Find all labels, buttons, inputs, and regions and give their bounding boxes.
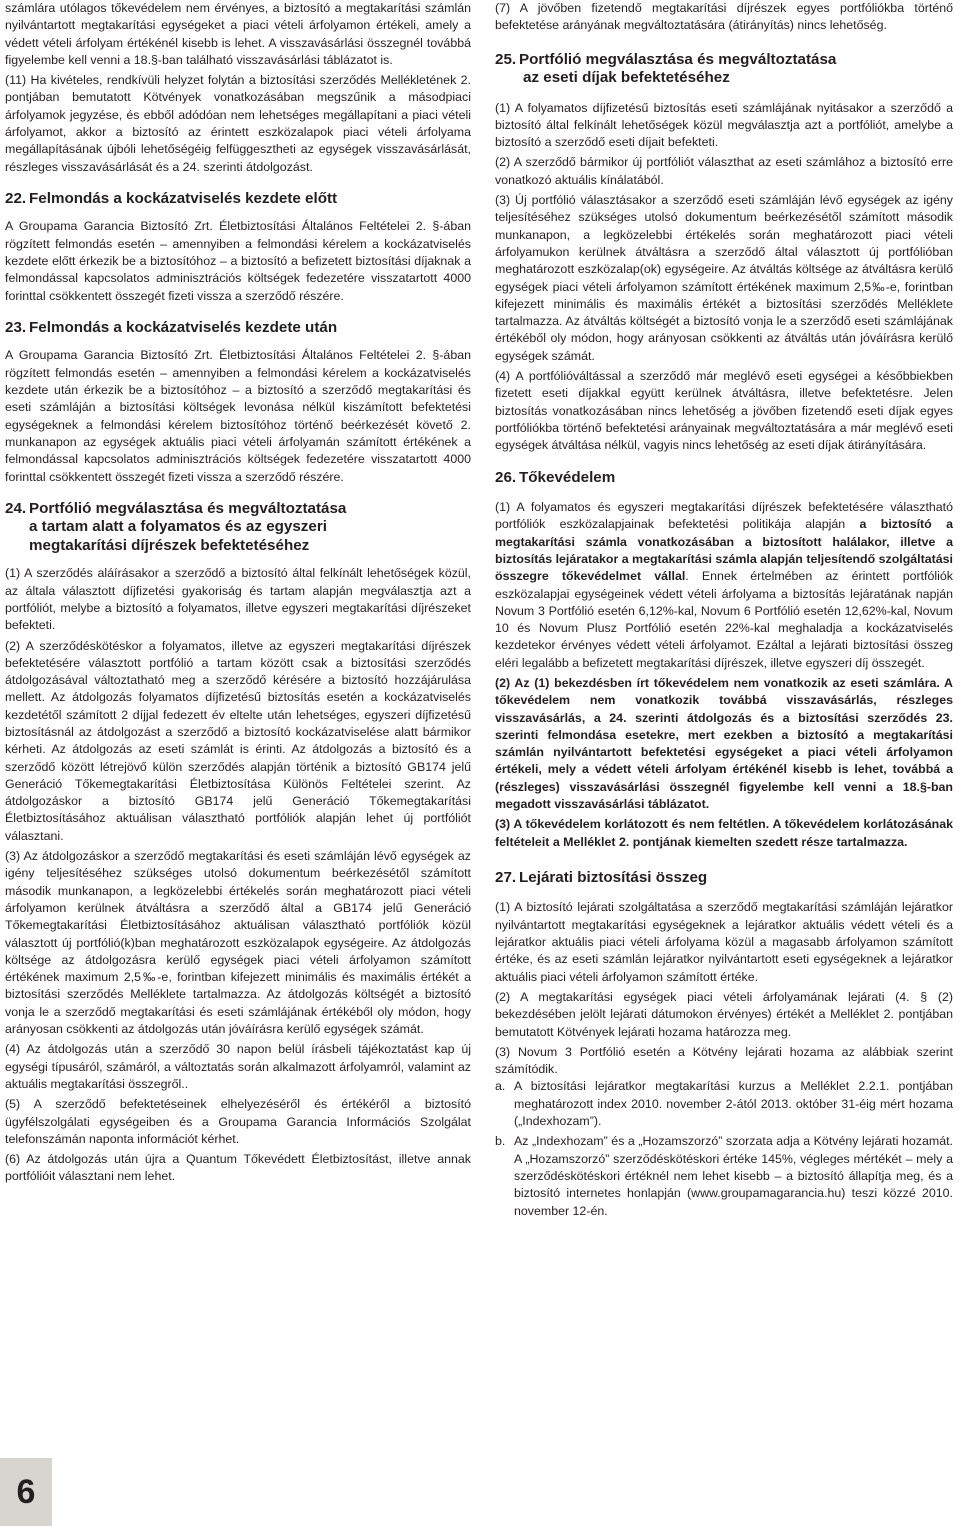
list-marker: a. <box>495 1079 506 1094</box>
heading-22-number: 22. <box>5 189 27 207</box>
heading-27-title: Lejárati biztosítási összeg <box>519 868 708 886</box>
paragraph-27-1: (1) A biztosító lejárati szolgáltatása a szerződő megtakarítási számláján lejáratkor nyilvántartott megtakarítási egységeknek a lejáratkor aktuális védett vételi és a lejáratkor aktuális piaci vételi árfolyama közül a magasabb árfolyamon számított értéke, és az eseti számlán lejáratkor nyilvántartott eseti egységeknek a lejáratkor aktuális piaci vételi árfolyamon számított értéke. <box>495 900 953 984</box>
heading-26-number: 26. <box>495 468 517 486</box>
heading-27 <box>495 869 953 888</box>
heading-23-number: 23. <box>5 318 27 336</box>
left-column <box>5 0 471 1186</box>
paragraph-26-1-bold: a biztosító a megtakarítási számla vonatkozásában a biztosított halálakor, illetve a biztosítás lejáratakor a megtakarítási számla alapján teljesítendő szolgáltatási összegre tőkevédelmet vállal <box>495 517 953 584</box>
paragraph-26-3: (3) A tőkevédelem korlátozott és nem feltétlen. A tőkevédelem korlátozásának feltételeit a Melléklet 2. pontjának kiemelten szedett része tartalmazza. <box>495 817 953 849</box>
heading-25-line-2: az eseti díjak befektetéséhez <box>523 69 730 87</box>
heading-27-number: 27. <box>495 868 517 886</box>
heading-24-line-1: Portfólió megválasztása és megváltoztatása <box>29 499 347 517</box>
paragraph-24-1: (1) A szerződés aláírásakor a szerződő a biztosító által felkínált lehetőségek közül, az általa választott díjfizetési gyakoriság és tartam alapján megválasztja azt a portfóliót, melybe a biztosító a folyamatos, illetve egyszeri megtakarítási díjrészeket befekteti. <box>5 566 471 633</box>
paragraph-intro: számlára utólagos tőkevédelem nem érvényes, a biztosító a megtakarítási számlán nyilvántartott megtakarítási egységeket a piaci vételi árfolyamon értékeli, amely a védett vételi árfolyam értékénél kisebb is lehet. A visszavásárlási összegnél továbbá figyelembe kell venni a 18.§-ban található visszavásárlási táblázatot is. <box>5 1 471 67</box>
paragraph-24-3: (3) Az átdolgozáskor a szerződő megtakarítási és eseti számláján lévő egységek az igény teljesítéséhez szükséges utolsó dokumentum beérkezésétől számított második munkanapon, a legközelebbi értékelés során meghatározott piaci vételi árfolyamon kerülnek átváltásra a szerződő által a GB174 jelű Generáció Tőkemegtakarítási Életbiztosításához aktuálisan választható portfóliók közül választott új portfólió(k)ban meghatározott eszközalapok egységeire. Az átdolgozás költsége az átdolgozásra kerülő egységek piaci vételi árfolyamon számított értékének maximum 2,5‰-e, forintban kifejezett minimális és maximális értékét a biztosítási szerződés Melléklete tartalmazza. Az átdolgozás költségét a biztosító vonja le a szerződő megtakarítási és eseti számlájának értékéből oly módon, hogy arányosan csökkenti az átdolgozás után jóváírásra kerülő egységek számát. <box>5 849 471 1037</box>
paragraph-24-4: (4) Az átdolgozás után a szerződő 30 napon belül írásbeli tájékoztatást kap új egységi típusáról, számáról, a változtatás során alkalmazott árfolyamról, valamint az aktuális megtakarítási összegről.. <box>5 1042 471 1091</box>
page-number: 6 <box>0 1458 52 1526</box>
heading-25-line-1: Portfólió megválasztása és megváltoztatása <box>519 50 837 68</box>
right-column <box>495 0 953 1220</box>
list-item-text: A biztosítási lejáratkor megtakarítási kurzus a Melléklet 2.2.1. pontjában meghatározott index 2010. november 2-ától 2013. október 31-éig mért hozama („Indexhozam”). <box>514 1079 953 1129</box>
paragraph-27-2: (2) A megtakarítási egységek piaci vételi árfolyamának lejárati (4. § (2) bekezdésében jelölt lejárati dátumokon érvényes) értékét a Melléklet 2. pontjában bemutatott Kötvények lejárati hozama határozza meg. <box>495 989 953 1039</box>
paragraph-24-6: (6) Az átdolgozás után újra a Quantum Tőkevédett Életbiztosítást, illetve annak portfólióit választani nem lehet. <box>5 1152 471 1184</box>
paragraph-25-4: (4) A portfólióváltással a szerződő már meglévő eseti egységei a későbbiekben fizetett eseti díjakkal együtt kerülnek átváltásra, illetve befektetésre. Jelen biztosítás vonatkozásában nincs lehetőség a jövőben fizetendő eseti díjak egyes portfóliókba történő befektetési arányainak megváltoztatására a már meglévő eseti egységek átváltása nélkül, vagyis nincs lehetőség az eseti díjak átirányítására. <box>495 369 953 453</box>
heading-26 <box>495 469 953 488</box>
paragraph-22: A Groupama Garancia Biztosító Zrt. Életbiztosítási Általános Feltételei 2. §-ában rögzített felmondás esetén – amennyiben a felmondási kérelem a kockázatviselés kezdete előtt érkezik be a biztosítóhoz – a biztosító a befizetett biztosítási díjaknak a felmondással kapcsolatos adminisztrációs költségek fedezetére visszatartott 4000 forinttal csökkentett összegét fizeti vissza a szerződő részére. <box>5 219 471 303</box>
paragraph-23: A Groupama Garancia Biztosító Zrt. Életbiztosítási Általános Feltételei 2. §-ában rögzített felmondás esetén – amennyiben a felmondási kérelem a kockázatviselés kezdete után érkezik be a biztosítóhoz – a biztosító a szerződő megtakarítási és eseti számláján a biztosítási költségek levonása nélkül kiszámított befektetési egységeknek a felmondási kérelem biztosítóhoz történő beérkezését követő 2. munkanapon az egységek aktuális piaci vételi árfolyamán számított értékének a felmondással kapcsolatos adminisztrációs költségek fedezetére visszatartott 4000 forinttal csökkentett összegét fizeti vissza a szerződő részére. <box>5 348 471 484</box>
paragraph-25-2: (2) A szerződő bármikor új portfóliót választhat az eseti számlához a biztosító erre vonatkozó aktuális kínálatából. <box>495 155 953 187</box>
heading-22 <box>5 190 471 209</box>
heading-24-line-2: a tartam alatt a folyamatos és az egyszeri <box>29 518 327 536</box>
heading-23-title: Felmondás a kockázatviselés kezdete után <box>29 318 338 336</box>
heading-25 <box>495 51 953 88</box>
paragraph-21-11: (11) Ha kivételes, rendkívüli helyzet folytán a biztosítási szerződés Mellékletének 2. pontjában bemutatott Kötvények vonatkozásában megszűnik a másodpiaci árfolyamok jegyzése, és ebből adódóan nem lehetséges megállapítani a piaci vételi árfolyamot, akkor a biztosító az érintett eszközalapok piaci vételi árfolyama megállapításának újbóli lehetőségéig felfüggesztheti az egységek visszavásárlását, részleges visszavásárlását és a 24. szerinti átdolgozást. <box>5 73 471 174</box>
paragraph-25-1: (1) A folyamatos díjfizetésű biztosítás eseti számlájának nyitásakor a szerződő a biztosító által felkínált lehetőségek közül megválasztja azt a portfóliót, amelybe a biztosító a szerződő eseti díjait befekteti. <box>495 100 953 150</box>
paragraph-26-2: (2) Az (1) bekezdésben írt tőkevédelem nem vonatkozik az eseti számlára. A tőkevédelem nem vonatkozik továbbá visszavásárlás, részleges visszavásárlás, a 24. szerinti átdolgozás és a biztosítási szerződés 23. szerinti felmondása esetekre, mert ezekben a biztosító a megtakarítási számlán nyilvántartott befektetési egységeket a piaci vételi árfolyamon értékeli, mely a védett vételi árfolyam értékénél kisebb is lehet, továbbá a (részleges) visszavásárlási összegnél figyelembe kell venni a 18.§-ban megadott visszavásárlási táblázatot. <box>495 676 953 812</box>
paragraph-24-2: (2) A szerződéskötéskor a folyamatos, illetve az egyszeri megtakarítási díjrészek befektetésére választott portfólió a tartam között csak a biztosítási szerződés átdolgozásával változtatható meg a szerződő kérésére a biztosító hozzájárulása mellett. Az átdolgozás folyamatos díjfizetésű biztosítás esetén a kockázatviselés kezdetétől számított 2 díjjal fedezett év eltelte után lehetséges, egyszeri díjfizetésű biztosításnál az átdolgozást a szerződő a biztosító kockázatviselése alatt bármikor kérheti. Az átdolgozás az eseti számlát is érinti. Az átdolgozás a biztosító és a szerződő között létrejövő külön szerződés alapján történik a biztosító GB174 jelű Generáció Tőkemegtakarítási Életbiztosítása Különös Feltételei szerint. Az átdolgozáskor a biztosító GB174 jelű Generáció Tőkemegtakarítási Életbiztosításához aktuálisan választható portfóliók alapján lehet új portfóliót választani. <box>5 638 471 843</box>
heading-26-title: Tőkevédelem <box>519 468 616 486</box>
paragraph-26-1-part-c: . Ennek értelmében az érintett portfóliók eszközalapjai egységeinek védett vételi árfolyama a biztosítás lejáratának napján Novum 3 Portfólió esetén 6,12%-kal, Novum 6 Portfólió esetén 12,62%-kal, Novum 10 és Novum Plusz Portfólió esetén 22%-kal meghaladja a kockázatviselés kezdetekor érvényes védett vételi árfolyamot. Ezáltal a lejárati biztosítási összeg eléri legalább a befizetett megtakarítási díjrészek, illetve egyszeri díj összegét. <box>495 569 953 670</box>
paragraph-27-3: (3) Novum 3 Portfólió esetén a Kötvény lejárati hozama az alábbiak szerint számítódik. <box>495 1044 953 1077</box>
list-item <box>495 1133 953 1219</box>
heading-25-number: 25. <box>495 50 517 68</box>
heading-24-line-3: megtakarítási díjrészek befektetéséhez <box>29 536 310 554</box>
heading-22-title: Felmondás a kockázatviselés kezdete előtt <box>29 189 338 207</box>
list-marker: b. <box>495 1134 506 1149</box>
paragraph-24-7: (7) A jövőben fizetendő megtakarítási díjrészek egyes portfóliókba történő befektetése arányának megváltoztatására (átirányítás) nincs lehetőség. <box>495 1 953 33</box>
heading-24-number: 24. <box>5 499 27 517</box>
list-item-text: Az „Indexhozam” és a „Hozamszorzó” szorzata adja a Kötvény lejárati hozamát. A „Hozamszorzó” szerződéskötéskori értéke 145%, végleges mértékét – mely a szerződéskötéskori értéknél nem lehet kisebb – a biztosító állapítja meg, és a biztosító internetes honlapján (www.groupamagarancia.hu) teszi közzé 2010. november 12-én. <box>514 1134 953 1218</box>
paragraph-26-1 <box>495 499 953 672</box>
list-item <box>495 1078 953 1130</box>
paragraph-26-1-part-a: (1) A folyamatos és egyszeri megtakarítási díjrészek befektetésére választható portfóliók eszközalapjainak befektetési politikája alapján <box>495 500 953 532</box>
heading-23 <box>5 319 471 338</box>
list-27 <box>495 1078 953 1219</box>
paragraph-24-5: (5) A szerződő befektetéseinek elhelyezéséről és értékéről a biztosító ügyfélszolgálati egységeiben és a Groupama Garancia Információs Szolgálat telefonszámán naponta információt kérhet. <box>5 1097 471 1146</box>
paragraph-25-3: (3) Új portfólió választásakor a szerződő eseti számláján lévő egységek az igény teljesítéséhez szükséges utolsó dokumentum beérkezésétől számított második munkanapon, a legközelebbi értékelés során meghatározott piaci vételi árfolyamukon kerülnek átváltásra a szerződő által választott új portfólióban meghatározott eszközalap(ok) egységeire. Az átváltás költsége az átváltásra kerülő egységek piaci vételi árfolyamon számított értékének maximum 2,5‰-e, forintban kifejezett minimális és maximális értékét a biztosítási szerződés Melléklete tartalmazza. Az átváltás költségét a biztosító vonja le a szerződő eseti számlájának értékéből oly módon, hogy arányosan csökkenti az átváltás után jóváírásra kerülő egységek számát. <box>495 193 953 363</box>
heading-24 <box>5 500 471 556</box>
